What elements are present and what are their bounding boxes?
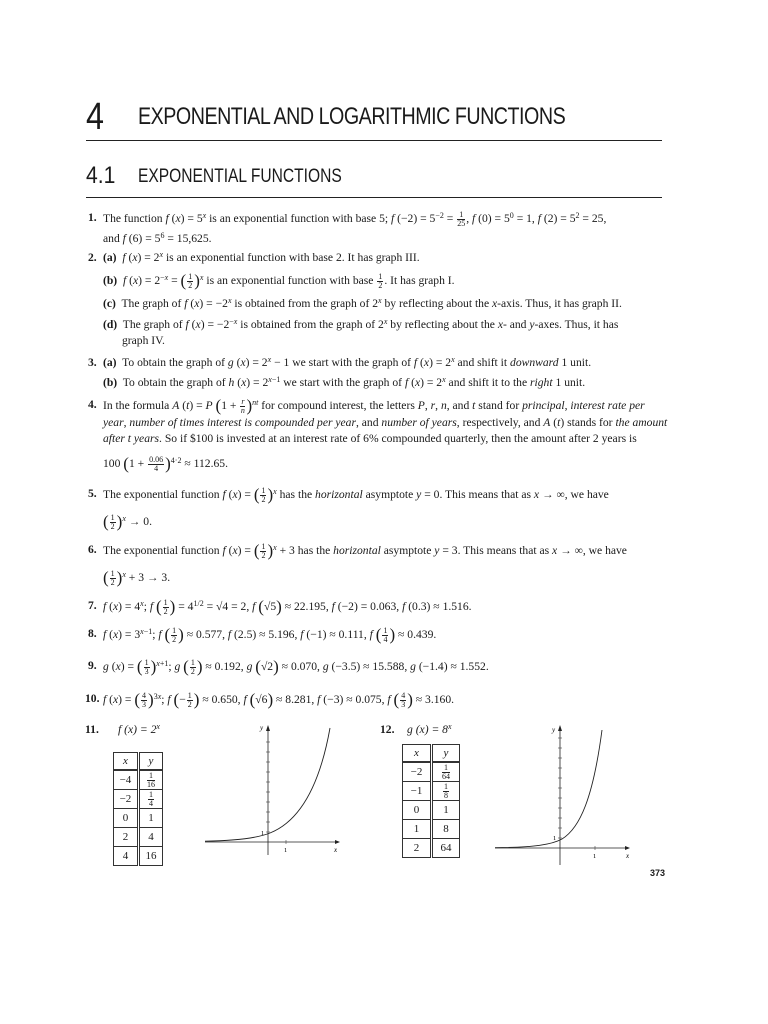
problem-number-6: 6. (88, 543, 97, 556)
problem-number-8: 8. (88, 627, 97, 640)
problem-6-text-cont: ( $\frac{1}{2}$ )$^x$ + 3 → 3. (103, 568, 171, 588)
problem-7-text: f $(x) = 4^x$; f ( $\frac{1}{2}$ ) = $4^{1/2} = √4 = 2$, f (√5) ≈ 22.195, f (−2) = 0.063, f (0.3) ≈ 1.516. (103, 597, 472, 617)
x-axis-arrow (335, 840, 340, 844)
y-axis-label: y (552, 726, 556, 734)
problem-4-text: In the formula A (t) = P (1 + $\frac{r}{n}$ )$^{nt}$ for compound interest, the letters P, r, n, and t stand for principal, interest rate per (103, 396, 645, 416)
page-number: 373 (650, 868, 666, 878)
problem-2c-text: (c) The graph of f $(x) = -2^x$ is obtained from the graph of 2$^x$ by reflecting about the x-axis. Thus, it has graph II. (103, 296, 622, 310)
graph-11 (200, 720, 350, 860)
problem-2b-text: (b) f $(x) = 2^{-x}$ = ( $\frac{1}{2}$ )$^x$ is an exponential function with base $\frac{1}{2}$ . It has graph I. (103, 271, 455, 291)
problem-number-4: 4. (88, 398, 97, 411)
x-axis-arrow (625, 846, 630, 850)
y-axis-arrow (266, 725, 270, 731)
values-table-12: x y −2 $\frac{1}{64}$ −1 $\frac{1}{8}$ 0 1 1 8 2 64 (402, 744, 460, 858)
x-tick-label-1: 1 (284, 847, 288, 854)
values-table-11: x y −4 $\frac{1}{16}$ −2 $\frac{1}{4}$ 0 1 2 4 4 16 (113, 752, 163, 866)
problem-2d-text: (d) The graph of f $(x) = -2^{-x}$ is obtained from the graph of 2$^x$ by reflecting about the x- and y-axes. Thus, it has (103, 317, 619, 331)
y-tick-label-1: 1 (553, 835, 557, 842)
x-axis-label: x (334, 846, 338, 854)
problem-number-10: 10. (85, 692, 100, 705)
problem-number-2: 2. (88, 251, 97, 264)
curve-2-to-x (205, 728, 330, 841)
chapter-number: 4 (86, 96, 104, 138)
y-axis-arrow (558, 725, 562, 731)
problem-4-text-cont3: 100 (1 + $\frac{0.06}{4}$ )$^{4\cdot 2}$ ≈ 112.65. (103, 454, 228, 474)
y-axis-label: y (260, 724, 264, 732)
problem-5-text: The exponential function f (x) = ( $\frac{1}{2}$ )$^x$ has the horizontal asymptote y = 0. This means that as x → ∞, we have (103, 485, 609, 505)
y-tick-label-1: 1 (261, 830, 265, 837)
problem-2d-text-cont: graph IV. (122, 334, 165, 347)
problem-number-12: 12. (380, 723, 395, 736)
curve-8-to-x (495, 730, 602, 848)
problem-12-function: g $(x) = 8^x$ (407, 722, 452, 736)
graph-11-ticks (266, 742, 286, 844)
problem-2a-text: (a) f $(x) = 2^x$ is an exponential function with base 2. It has graph III. (103, 250, 420, 264)
problem-number-5: 5. (88, 487, 97, 500)
problem-9-text: g (x) = ( $\frac{1}{3}$ )$^{x+1}$; g ( $\frac{1}{2}$ ) ≈ 0.192, g (√2) ≈ 0.070, g (−3.5) ≈ 15.588, g (−1.4) ≈ 1.552. (103, 657, 489, 677)
problem-number-3: 3. (88, 356, 97, 369)
chapter-rule (86, 140, 662, 141)
problem-10-text: f (x) = ( $\frac{4}{3}$ )$^{3x}$; f (− $\frac{1}{2}$ ) ≈ 0.650, f (√6) ≈ 8.281, f (−3) ≈ 0.075, f ( $\frac{4}{3}$ ) ≈ 3.160. (103, 690, 455, 710)
chapter-title: EXPONENTIAL AND LOGARITHMIC FUNCTIONS (138, 103, 566, 130)
section-number: 4.1 (86, 162, 116, 189)
section-title: EXPONENTIAL FUNCTIONS (138, 166, 342, 187)
problem-4-text-cont1: year, number of times interest is compounded per year, and number of years, respectively, and A (t) stands for the amount (103, 416, 668, 429)
problem-3a-text: (a) To obtain the graph of g $(x) = 2^x - 1$ we start with the graph of f $(x) = 2^x$ and shift it downward 1 unit. (103, 355, 592, 369)
x-tick-label-1: 1 (593, 853, 597, 860)
problem-6-text: The exponential function f (x) = ( $\frac{1}{2}$ )$^x$ + 3 has the horizontal asymptote y = 3. This means that as x → ∞, we have (103, 541, 627, 561)
section-rule (86, 197, 662, 198)
problem-1-text: The function f $(x) = 5^x$ is an exponential function with base 5; f $(-2) = 5^{-2}$ = $\frac{1}{25}$ , f $(0) = 5^0 = 1$, f $(2) = 5^2 = 25$, (103, 210, 607, 228)
graph-12 (490, 720, 640, 870)
x-axis-label: x (626, 852, 630, 860)
problem-11-function: f $(x) = 2^x$ (118, 722, 160, 736)
problem-3b-text: (b) To obtain the graph of h $(x) = 2^{x-1}$ we start with the graph of f $(x) = 2^x$ and shift it to the right 1 unit. (103, 375, 586, 389)
problem-4-text-cont2: after t years. So if $100 is invested at an interest rate of 6% compounded quarterly, then the amount after 2 years is (103, 432, 637, 445)
problem-1-text-cont: and f $(6) = 5^6 = 15,625$. (103, 231, 212, 245)
problem-number-9: 9. (88, 659, 97, 672)
problem-number-11: 11. (85, 723, 99, 736)
problem-5-text-cont: ( $\frac{1}{2}$ )$^x$ → 0. (103, 512, 152, 532)
problem-8-text: f $(x) = 3^{x-1}$; f ( $\frac{1}{2}$ ) ≈ 0.577, f (2.5) ≈ 5.196, f (−1) ≈ 0.111, f ( $\frac{1}{4}$ ) ≈ 0.439. (103, 625, 437, 645)
problem-number-1: 1. (88, 211, 97, 224)
problem-number-7: 7. (88, 599, 97, 612)
